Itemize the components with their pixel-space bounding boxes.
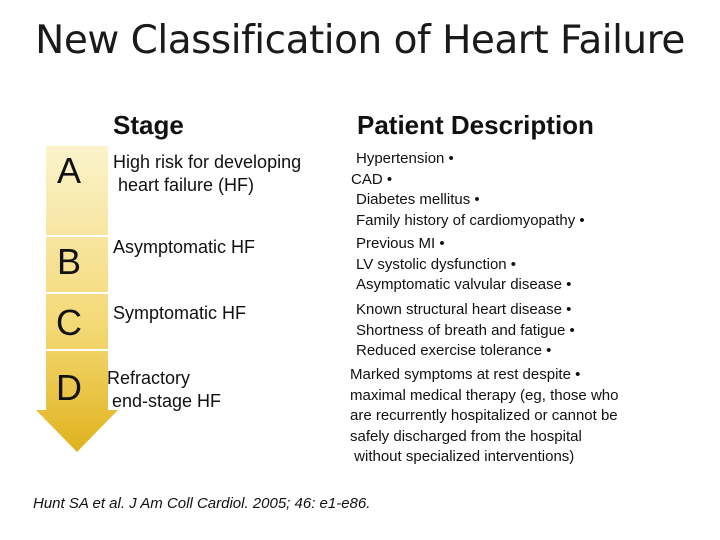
stage-header: Stage xyxy=(113,110,184,140)
stage-letter-d: D xyxy=(56,367,82,408)
stage-c-description: Known structural heart disease • Shortness of breath and fatigue • Reduced exercise tolerance • xyxy=(356,301,575,359)
stage-a-text: High risk for developing heart failure (HF) xyxy=(113,152,302,195)
stage-c-text: Symptomatic HF xyxy=(113,303,247,323)
stage-a-description: Hypertension • CAD • Diabetes mellitus • Family history of cardiomyopathy • xyxy=(351,150,585,229)
patient-description-header: Patient Description xyxy=(357,110,594,140)
slide-title: New Classification of Heart Failure xyxy=(35,18,685,63)
citation: Hunt SA et al. J Am Coll Cardiol. 2005; 46: e1-e86. xyxy=(33,495,371,512)
stage-letter-a: A xyxy=(56,150,81,191)
stage-d-text: Refractory end-stage HF xyxy=(107,368,222,411)
stage-b-text: Asymptomatic HF xyxy=(113,237,256,257)
stage-letter-b: B xyxy=(56,241,81,282)
stage-d-description: Marked symptoms at rest despite • maximal medical therapy (eg, those who are recurrently hospitalized or cannot be safely discharged from the hospital without specialized interventions) xyxy=(350,366,619,465)
stage-letter-c: C xyxy=(56,302,82,343)
stage-b-description: Previous MI • LV systolic dysfunction • Asymptomatic valvular disease • xyxy=(356,235,572,293)
